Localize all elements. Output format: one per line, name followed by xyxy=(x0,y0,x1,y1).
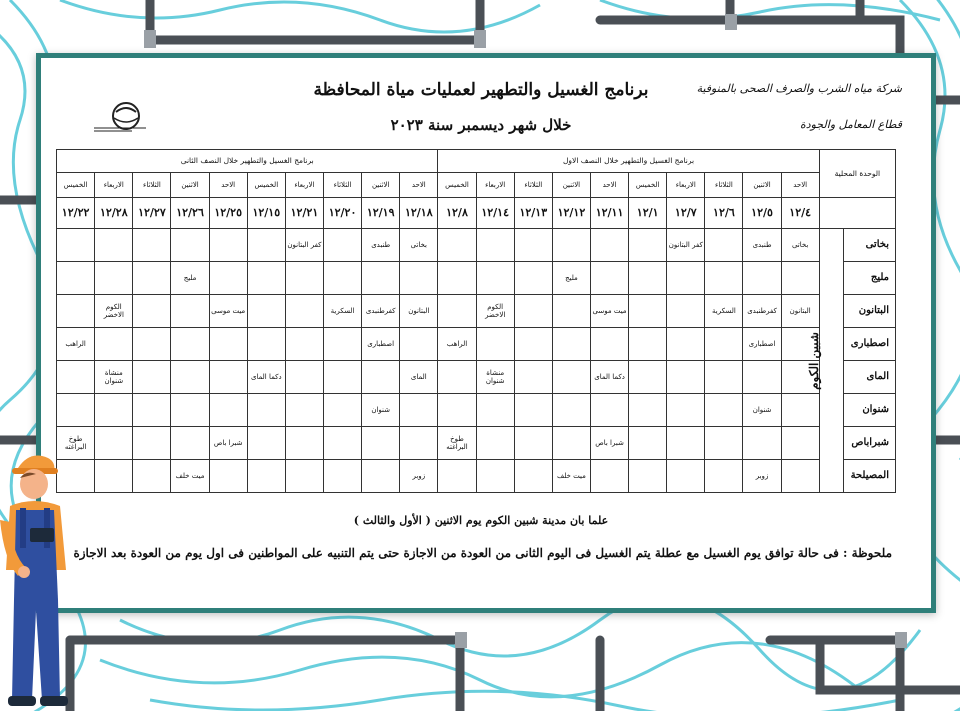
date-cell: ١٢/٨ xyxy=(438,198,476,229)
date-cell: ١٢/٢٥ xyxy=(209,198,247,229)
schedule-cell: البتانون xyxy=(781,295,819,328)
washing-schedule-table xyxy=(56,149,896,493)
schedule-cell: ميت موسى xyxy=(590,295,628,328)
schedule-cell: بخاتى xyxy=(400,229,438,262)
schedule-cell xyxy=(705,394,743,427)
schedule-cell xyxy=(171,328,209,361)
schedule-cell: السكرية xyxy=(705,295,743,328)
schedule-cell xyxy=(590,328,628,361)
schedule-cell xyxy=(514,229,552,262)
table-row xyxy=(57,295,896,328)
schedule-cell xyxy=(57,229,95,262)
schedule-cell xyxy=(95,394,133,427)
schedule-cell xyxy=(781,460,819,493)
schedule-cell xyxy=(438,295,476,328)
schedule-cell xyxy=(438,229,476,262)
schedule-cell: الماى xyxy=(400,361,438,394)
schedule-cell: منشاة شنوان xyxy=(95,361,133,394)
schedule-cell xyxy=(323,229,361,262)
schedule-cell: اصطبارى xyxy=(743,328,781,361)
schedule-cell xyxy=(171,394,209,427)
city-note: علما بان مدينة شبين الكوم يوم الاثنين ( الأول والثالث ) xyxy=(353,514,609,527)
day-header: الاربعاء xyxy=(667,173,705,198)
schedule-cell xyxy=(285,262,323,295)
schedule-cell xyxy=(133,361,171,394)
schedule-cell: كفرطنبدى xyxy=(362,295,400,328)
schedule-cell: طوخ البراغته xyxy=(57,427,95,460)
schedule-cell: الكوم الاخضر xyxy=(95,295,133,328)
schedule-cell xyxy=(133,262,171,295)
schedule-cell: طنبدى xyxy=(743,229,781,262)
schedule-cell xyxy=(400,394,438,427)
schedule-cell xyxy=(285,427,323,460)
schedule-cell xyxy=(629,460,667,493)
schedule-cell: بخاتى xyxy=(781,229,819,262)
schedule-cell: ميت خلف xyxy=(552,460,590,493)
schedule-cell xyxy=(362,460,400,493)
schedule-cell xyxy=(705,460,743,493)
table-row xyxy=(57,262,896,295)
table-row xyxy=(57,394,896,427)
date-cell: ١٢/٢٦ xyxy=(171,198,209,229)
table-row xyxy=(57,361,896,394)
schedule-cell xyxy=(323,361,361,394)
schedule-cell xyxy=(323,394,361,427)
day-header: الخميس xyxy=(57,173,95,198)
unit-name: الماى xyxy=(843,361,895,394)
schedule-cell xyxy=(400,262,438,295)
schedule-cell xyxy=(705,229,743,262)
schedule-cell xyxy=(285,394,323,427)
schedule-cell xyxy=(95,262,133,295)
half1-header: برنامج الغسيل والتطهير خلال النصف الاول xyxy=(438,150,819,173)
schedule-cell xyxy=(629,361,667,394)
schedule-cell xyxy=(133,427,171,460)
day-header: الخميس xyxy=(247,173,285,198)
schedule-cell xyxy=(552,361,590,394)
schedule-cell: البتانون xyxy=(400,295,438,328)
schedule-cell: كفر البتانون xyxy=(285,229,323,262)
schedule-cell xyxy=(667,460,705,493)
schedule-cell xyxy=(95,460,133,493)
date-cell: ١٢/١٨ xyxy=(400,198,438,229)
date-cell: ١٢/٦ xyxy=(705,198,743,229)
schedule-cell xyxy=(95,427,133,460)
date-cell: ١٢/١ xyxy=(629,198,667,229)
schedule-cell xyxy=(476,328,514,361)
schedule-cell xyxy=(590,229,628,262)
schedule-cell xyxy=(743,427,781,460)
schedule-cell xyxy=(247,262,285,295)
schedule-cell xyxy=(514,295,552,328)
schedule-cell xyxy=(133,328,171,361)
schedule-cell xyxy=(552,427,590,460)
schedule-cell: مليج xyxy=(552,262,590,295)
sector-name: قطاع المعامل والجودة xyxy=(799,118,902,131)
date-cell: ١٢/٢٢ xyxy=(57,198,95,229)
schedule-cell xyxy=(247,229,285,262)
schedule-cell: طنبدى xyxy=(362,229,400,262)
schedule-cell xyxy=(57,262,95,295)
schedule-cell xyxy=(514,394,552,427)
schedule-cell xyxy=(438,361,476,394)
date-cell: ١٢/٢١ xyxy=(285,198,323,229)
schedule-cell xyxy=(629,427,667,460)
schedule-cell: شنوان xyxy=(743,394,781,427)
schedule-cell xyxy=(476,229,514,262)
schedule-cell xyxy=(552,328,590,361)
schedule-cell xyxy=(57,361,95,394)
schedule-cell xyxy=(95,328,133,361)
day-header: الاثنين xyxy=(552,173,590,198)
company-name: شركة مياه الشرب والصرف الصحى بالمنوفية xyxy=(696,82,902,95)
day-header: الاثنين xyxy=(171,173,209,198)
schedule-cell xyxy=(247,427,285,460)
schedule-cell xyxy=(95,229,133,262)
schedule-cell xyxy=(285,295,323,328)
schedule-cell xyxy=(209,394,247,427)
schedule-cell: زوبر xyxy=(400,460,438,493)
schedule-cell: منشاة شنوان xyxy=(476,361,514,394)
schedule-cell xyxy=(476,262,514,295)
schedule-cell xyxy=(133,460,171,493)
schedule-cell: مليج xyxy=(171,262,209,295)
date-cell: ١٢/٤ xyxy=(781,198,819,229)
schedule-cell xyxy=(247,394,285,427)
schedule-cell xyxy=(133,394,171,427)
day-header: الاثنين xyxy=(362,173,400,198)
schedule-cell xyxy=(247,295,285,328)
schedule-cell xyxy=(514,361,552,394)
schedule-cell xyxy=(667,262,705,295)
schedule-cell xyxy=(629,262,667,295)
unit-name: شبراباص xyxy=(843,427,895,460)
schedule-cell xyxy=(247,328,285,361)
schedule-cell xyxy=(133,295,171,328)
schedule-cell xyxy=(285,328,323,361)
schedule-cell xyxy=(400,427,438,460)
schedule-cell xyxy=(247,460,285,493)
table-row xyxy=(57,427,896,460)
day-header: الاربعاء xyxy=(285,173,323,198)
schedule-cell: دكما الماى xyxy=(590,361,628,394)
schedule-cell xyxy=(514,262,552,295)
schedule-cell xyxy=(590,460,628,493)
schedule-cell xyxy=(781,427,819,460)
schedule-cell xyxy=(171,361,209,394)
schedule-cell xyxy=(590,394,628,427)
schedule-cell xyxy=(362,427,400,460)
schedule-cell: شنوان xyxy=(362,394,400,427)
day-header: الثلاثاء xyxy=(133,173,171,198)
schedule-cell: الراهب xyxy=(438,328,476,361)
date-cell: ١٢/٢٠ xyxy=(323,198,361,229)
schedule-cell: الكوم الاخضر xyxy=(476,295,514,328)
schedule-cell xyxy=(438,262,476,295)
date-cell: ١٢/٢٧ xyxy=(133,198,171,229)
schedule-cell: دكما الماى xyxy=(247,361,285,394)
unit-name: المصيلحة xyxy=(843,460,895,493)
schedule-cell xyxy=(667,295,705,328)
schedule-cell: كفر البتانون xyxy=(667,229,705,262)
day-header: الاثنين xyxy=(743,173,781,198)
schedule-cell xyxy=(209,229,247,262)
day-header: الاحد xyxy=(781,173,819,198)
schedule-cell xyxy=(362,361,400,394)
schedule-cell xyxy=(705,262,743,295)
date-cell: ١٢/١٣ xyxy=(514,198,552,229)
unit-name: بخاتى xyxy=(843,229,895,262)
schedule-cell xyxy=(209,328,247,361)
unit-header: الوحدة المحلية xyxy=(819,150,895,198)
day-header: الاحد xyxy=(209,173,247,198)
unit-name: اصطبارى xyxy=(843,328,895,361)
schedule-cell xyxy=(667,328,705,361)
day-header: الاربعاء xyxy=(476,173,514,198)
schedule-cell xyxy=(323,460,361,493)
schedule-cell: كفرطنبدى xyxy=(743,295,781,328)
schedule-cell xyxy=(57,394,95,427)
schedule-cell: زوبر xyxy=(743,460,781,493)
schedule-cell xyxy=(705,328,743,361)
date-cell: ١٢/١٤ xyxy=(476,198,514,229)
schedule-cell: ميت موسى xyxy=(209,295,247,328)
date-cell: ١٢/١٩ xyxy=(362,198,400,229)
schedule-cell xyxy=(285,361,323,394)
unit-name: البتانون xyxy=(843,295,895,328)
schedule-cell xyxy=(667,361,705,394)
schedule-cell xyxy=(629,295,667,328)
schedule-cell xyxy=(209,361,247,394)
schedule-cell xyxy=(667,394,705,427)
unit-name: مليج xyxy=(843,262,895,295)
schedule-cell xyxy=(629,394,667,427)
schedule-cell xyxy=(514,460,552,493)
schedule-cell xyxy=(57,295,95,328)
schedule-cell xyxy=(476,427,514,460)
schedule-cell xyxy=(743,361,781,394)
schedule-cell xyxy=(514,427,552,460)
schedule-cell xyxy=(667,427,705,460)
day-header: الثلاثاء xyxy=(323,173,361,198)
company-logo-icon xyxy=(92,98,148,138)
schedule-cell xyxy=(552,394,590,427)
schedule-cell xyxy=(781,394,819,427)
schedule-cell: السكرية xyxy=(323,295,361,328)
document-subtitle: خلال شهر ديسمبر سنة ٢٠٢٣ xyxy=(390,116,572,134)
date-cell: ١٢/٥ xyxy=(743,198,781,229)
date-cell: ١٢/٧ xyxy=(667,198,705,229)
schedule-cell xyxy=(323,262,361,295)
document-title: برنامج الغسيل والتطهير لعمليات مياة المحافظة xyxy=(313,80,649,100)
table-row xyxy=(57,229,896,262)
schedule-cell xyxy=(705,427,743,460)
schedule-cell xyxy=(362,262,400,295)
date-cell: ١٢/٢٨ xyxy=(95,198,133,229)
day-header: الاحد xyxy=(590,173,628,198)
schedule-cell xyxy=(438,394,476,427)
schedule-cell xyxy=(705,361,743,394)
holiday-note: ملحوظة : فى حالة توافق يوم الغسيل مع عطلة يتم الغسيل فى اليوم الثانى من العودة من الاجازة حتى يتم التنبيه على المواطنين فى اول يوم من العودة بعد الاجازة xyxy=(73,546,892,560)
schedule-cell xyxy=(743,262,781,295)
schedule-cell xyxy=(552,229,590,262)
schedule-cell xyxy=(476,460,514,493)
half2-header: برنامج الغسيل والتطهير خلال النصف الثانى xyxy=(57,150,438,173)
date-cell: ١٢/١٥ xyxy=(247,198,285,229)
schedule-cell xyxy=(590,262,628,295)
schedule-cell xyxy=(629,229,667,262)
schedule-cell xyxy=(476,394,514,427)
schedule-cell xyxy=(629,328,667,361)
day-header: الخميس xyxy=(438,173,476,198)
day-header: الخميس xyxy=(629,173,667,198)
date-cell: ١٢/١٢ xyxy=(552,198,590,229)
schedule-cell xyxy=(514,328,552,361)
schedule-cell xyxy=(552,295,590,328)
date-row-spacer xyxy=(819,198,895,229)
schedule-cell xyxy=(323,328,361,361)
worker-illustration xyxy=(0,450,90,711)
unit-name: شنوان xyxy=(843,394,895,427)
group-label-text: شبين الكوم xyxy=(806,331,821,390)
schedule-cell xyxy=(209,460,247,493)
schedule-cell xyxy=(133,229,171,262)
schedule-cell: ميت خلف xyxy=(171,460,209,493)
schedule-cell: شبرا باص xyxy=(590,427,628,460)
schedule-cell xyxy=(171,229,209,262)
day-header: الاحد xyxy=(400,173,438,198)
schedule-cell: طوخ البراغته xyxy=(438,427,476,460)
day-header: الاربعاء xyxy=(95,173,133,198)
schedule-cell xyxy=(323,427,361,460)
schedule-cell xyxy=(171,427,209,460)
group-label xyxy=(806,229,843,493)
schedule-cell: الراهب xyxy=(57,328,95,361)
date-cell: ١٢/١١ xyxy=(590,198,628,229)
day-header: الثلاثاء xyxy=(514,173,552,198)
schedule-cell xyxy=(438,460,476,493)
day-header: الثلاثاء xyxy=(705,173,743,198)
schedule-cell xyxy=(209,262,247,295)
table-row xyxy=(57,460,896,493)
schedule-cell xyxy=(781,262,819,295)
table-row xyxy=(57,328,896,361)
schedule-cell xyxy=(285,460,323,493)
schedule-cell xyxy=(400,328,438,361)
schedule-document xyxy=(46,62,916,604)
schedule-cell: اصطبارى xyxy=(362,328,400,361)
schedule-cell xyxy=(171,295,209,328)
schedule-cell: شبرا باص xyxy=(209,427,247,460)
